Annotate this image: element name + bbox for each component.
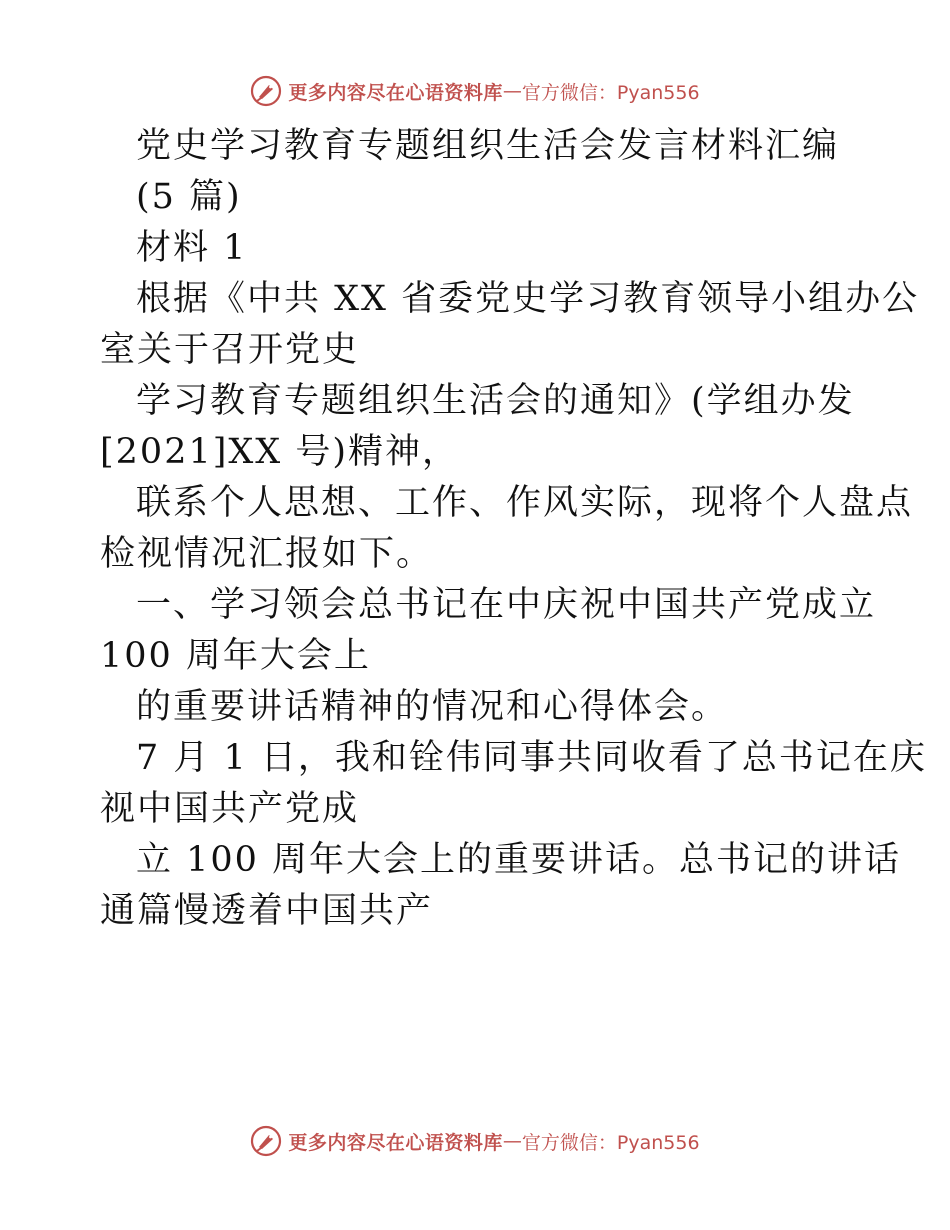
watermark-wechat-text: 官方微信：Pyan556 xyxy=(521,1131,700,1154)
paragraph-line: 的重要讲话精神的情况和心得体会。 xyxy=(136,687,729,727)
paragraph-line: 根据《中共 XX 省委党史学习教育领导小组办公 xyxy=(136,279,920,319)
paragraph-line: 学习教育专题组织生活会的通知》(学组办发 xyxy=(136,381,855,421)
section-heading-line: 一、学习领会总书记在中庆祝中国共产党成立 xyxy=(136,585,877,625)
paragraph-line: 立 100 周年大会上的重要讲话。总书记的讲话 xyxy=(136,840,902,880)
paragraph-line: 检视情况汇报如下。 xyxy=(100,534,434,574)
paragraph-line: 室关于召开党史 xyxy=(100,330,360,370)
paragraph-line: 联系个人思想、工作、作风实际，现将个人盘点 xyxy=(136,483,914,523)
watermark-main-text: 更多内容尽在心语资料库 xyxy=(288,1131,503,1154)
paragraph-line: 7 月 1 日，我和铨伟同事共同收看了总书记在庆 xyxy=(136,738,927,778)
document-title-line-2: (5 篇) xyxy=(136,177,242,217)
watermark-main-text: 更多内容尽在心语资料库 xyxy=(288,81,503,104)
document-body xyxy=(100,121,927,937)
paragraph-line: [2021]XX 号)精神， xyxy=(100,432,459,472)
pen-nib-logo-icon xyxy=(250,75,282,107)
watermark-dash: — xyxy=(502,80,522,102)
material-heading: 材料 1 xyxy=(136,228,248,268)
footer-watermark xyxy=(0,1121,950,1161)
section-heading-line: 100 周年大会上 xyxy=(100,636,371,676)
header-watermark xyxy=(0,71,950,111)
pen-nib-logo-icon xyxy=(250,1125,282,1157)
document-title-line-1: 党史学习教育专题组织生活会发言材料汇编 xyxy=(136,126,840,166)
paragraph-line: 通篇慢透着中国共产 xyxy=(100,891,434,931)
paragraph-line: 视中国共产党成 xyxy=(100,789,360,829)
watermark-wechat-text: 官方微信：Pyan556 xyxy=(521,81,700,104)
watermark-dash: — xyxy=(502,1130,522,1152)
